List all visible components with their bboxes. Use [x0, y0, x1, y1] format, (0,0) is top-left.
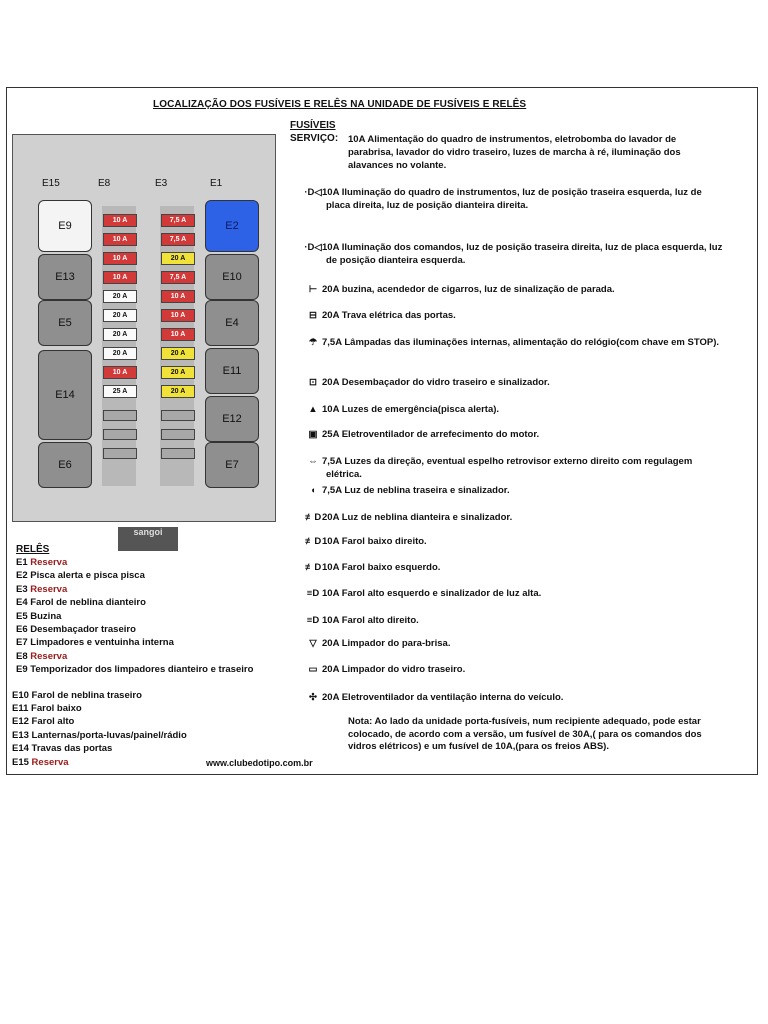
website: www.clubedotipo.com.br — [206, 758, 313, 768]
fuse-column-right — [160, 206, 194, 486]
empty-fuse-slot — [161, 448, 195, 459]
fuse-symbol-icon: ▭ — [308, 664, 318, 675]
relay-label: Buzina — [30, 610, 62, 622]
relay-block: E4 — [205, 300, 259, 346]
empty-fuse-slot — [161, 410, 195, 421]
relay-label: Farol de neblina traseiro — [31, 689, 142, 701]
relay-legend-item — [16, 611, 61, 623]
fuse-text: 10A Iluminação dos comandos, luz de posição traseira direita, luz de placa esquerda, luz de posição dianteira esquerda. — [322, 242, 723, 266]
relay-id: E15 — [12, 756, 29, 768]
fuse-description — [304, 561, 726, 574]
fuse-description — [310, 484, 726, 497]
fuse-description — [309, 376, 726, 389]
relay-block: E6 — [38, 442, 92, 488]
relay-label: Reserva — [31, 756, 69, 768]
relay-block: E2 — [205, 200, 259, 252]
fuse-text: 7,5A Luz de neblina traseira e sinalizador. — [322, 485, 510, 496]
relay-id: E1 — [16, 557, 28, 568]
fuse-cell: 20 A — [103, 290, 137, 303]
fuse-cell: 20 A — [161, 347, 195, 360]
service-label: SERVIÇO: — [290, 133, 339, 144]
fuse-symbol-icon: ☂ — [308, 337, 318, 348]
relay-block: E12 — [205, 396, 259, 442]
fuse-cell: 20 A — [103, 347, 137, 360]
fuse-description — [308, 428, 726, 441]
empty-fuse-slot — [103, 410, 137, 421]
relay-id: E11 — [12, 703, 29, 714]
note: Nota: Ao lado da unidade porta-fusíveis, num recipiente adequado, pode estar colocado, de acordo com a versão, um fusível de 30A,( para os comandos dos vidros elétricos) e um fusível de 10A,(para os freios ABS). — [348, 716, 702, 752]
fuse-column-left — [102, 206, 136, 486]
fuse-text: 20A buzina, acendedor de cigarros, luz de sinalização de parada. — [322, 284, 615, 295]
fuse-symbol-icon: ·D◁ — [304, 187, 322, 198]
fuse-cell: 10 A — [103, 233, 137, 246]
relay-legend-item — [16, 570, 145, 582]
relay-slot-label: E1 — [210, 178, 223, 189]
fuse-description — [308, 403, 726, 416]
fuse-description — [308, 283, 726, 296]
relay-label: Farol de neblina dianteiro — [30, 597, 146, 609]
relay-legend-item — [16, 651, 67, 663]
relay-label: Desembaçador traseiro — [30, 624, 136, 635]
fuse-symbol-icon: ▲ — [308, 404, 318, 415]
relay-block: E10 — [205, 254, 259, 300]
fuse-cell: 10 A — [161, 290, 195, 303]
fuse-symbol-icon: ⇔ — [308, 456, 318, 467]
relay-label: Lanternas/porta-luvas/painel/rádio — [31, 729, 187, 741]
relay-slot-label: E3 — [155, 178, 168, 189]
page-title: LOCALIZAÇÃO DOS FUSÍVEIS E RELÊS NA UNIDADE DE FUSÍVEIS E RELÊS — [153, 99, 527, 110]
relay-id: E13 — [12, 729, 29, 741]
fuse-text: 10A Farol alto esquerdo e sinalizador de luz alta. — [322, 588, 542, 599]
fuse-description — [308, 336, 726, 349]
fuse-text: 20A Limpador do vidro traseiro. — [322, 664, 466, 675]
relay-label: Temporizador dos limpadores dianteiro e traseiro — [30, 664, 254, 676]
fuse-cell: 10 A — [103, 366, 137, 379]
relays-heading: RELÊS — [16, 544, 50, 555]
empty-fuse-slot — [103, 429, 137, 440]
fuse-text: 20A Eletroventilador da ventilação interna do veículo. — [322, 692, 564, 703]
relay-id: E4 — [16, 597, 28, 609]
fuse-cell: 10 A — [161, 309, 195, 322]
fuse-description — [309, 309, 726, 322]
relay-id: E14 — [12, 743, 29, 755]
fuse-cell: 20 A — [103, 328, 137, 341]
fuse-cell: 10 A — [161, 328, 195, 341]
empty-fuse-slot — [103, 448, 137, 459]
relay-block: E5 — [38, 300, 92, 346]
relay-id: E12 — [12, 716, 29, 728]
fuse-symbol-icon: ≡D — [306, 615, 320, 626]
fuse-text: 25A Eletroventilador de arrefecimento do motor. — [322, 429, 540, 440]
fuse-description — [306, 614, 726, 627]
fuse-cell: 20 A — [103, 309, 137, 322]
fuses-heading: FUSÍVEIS — [290, 120, 336, 131]
relay-block: E13 — [38, 254, 92, 300]
fuse-symbol-icon: ≢D — [304, 512, 322, 523]
relay-label: Reserva — [30, 650, 68, 662]
fuse-description — [304, 241, 726, 267]
relay-legend-item — [12, 690, 142, 702]
relay-legend-item — [12, 730, 187, 742]
fuse-description — [306, 587, 726, 600]
fuse-text: 10A Luzes de emergência(pisca alerta). — [322, 404, 500, 415]
fuse-symbol-icon: ≢D — [304, 536, 322, 547]
fuse-symbol-icon: ▽ — [309, 638, 317, 649]
relay-label: Limpadores e ventuinha interna — [30, 637, 174, 649]
fuse-text: 20A Luz de neblina dianteira e sinalizador. — [322, 512, 513, 523]
fuse-text: 20A Trava elétrica das portas. — [322, 310, 456, 321]
relay-id: E9 — [16, 664, 28, 676]
fuse-description — [308, 455, 726, 481]
fuse-cell: 20 A — [161, 366, 195, 379]
fuse-symbol-icon: ⊢ — [308, 284, 318, 295]
fuse-text: 10A Farol alto direito. — [322, 615, 419, 626]
fuse-text: 10A Iluminação do quadro de instrumentos, luz de posição traseira esquerda, luz de placa direita, luz de posição dianteira direita. — [322, 187, 702, 211]
relay-label: Reserva — [30, 583, 68, 595]
fuse-cell: 10 A — [103, 271, 137, 284]
relay-id: E10 — [12, 689, 29, 701]
relay-legend-item — [16, 664, 266, 676]
connector: sangoi — [118, 527, 178, 551]
fuse-description — [309, 637, 726, 650]
relay-legend-item — [12, 703, 82, 715]
fuse-text: 10A Farol baixo direito. — [322, 536, 427, 547]
relay-legend-item — [12, 757, 69, 769]
relay-legend-item — [16, 624, 136, 636]
relay-block: E9 — [38, 200, 92, 252]
fuse-cell: 20 A — [161, 385, 195, 398]
relay-id: E8 — [16, 650, 28, 662]
fuse-text: 7,5A Lâmpadas das iluminações internas, alimentação do relógio(com chave em STOP). — [322, 337, 720, 348]
relay-legend-item — [16, 557, 67, 569]
fuse-cell: 7,5 A — [161, 233, 195, 246]
fuse-symbol-icon: ◖ — [310, 485, 316, 496]
relay-legend-item — [16, 637, 174, 649]
relay-label: Farol baixo — [31, 703, 82, 714]
relay-id: E7 — [16, 637, 28, 649]
relay-label: Farol alto — [31, 716, 75, 728]
relay-id: E6 — [16, 624, 28, 635]
fuse-description — [304, 186, 726, 212]
empty-fuse-slot — [161, 429, 195, 440]
relay-legend-item — [16, 584, 67, 596]
relay-legend-item — [12, 716, 74, 728]
fuse-text: 10A Alimentação do quadro de instrumentos, eletrobomba do lavador de parabrisa, lavador do vidro traseiro, luzes de marcha à ré, iluminação dos alavances no volante. — [348, 134, 681, 171]
relay-label: Travas das portas — [31, 743, 113, 755]
relay-slot-label: E8 — [98, 178, 111, 189]
fuse-symbol-icon: ≡D — [306, 588, 320, 599]
relay-id: E3 — [16, 583, 28, 595]
fuse-cell: 7,5 A — [161, 214, 195, 227]
fuse-symbol-icon: ✣ — [309, 692, 317, 703]
fuse-description — [348, 133, 708, 172]
relay-slot-label: E15 — [42, 178, 60, 189]
fuse-text: 20A Limpador do para-brisa. — [322, 638, 451, 649]
fuse-description — [308, 663, 726, 676]
fuse-cell: 20 A — [161, 252, 195, 265]
fuse-symbol-icon: ·D◁ — [304, 242, 322, 253]
relay-legend-item — [12, 743, 112, 755]
relay-id: E5 — [16, 610, 28, 622]
fuse-text: 7,5A Luzes da direção, eventual espelho retrovisor externo direito com regulagem elétrica. — [322, 456, 693, 480]
relay-block: E14 — [38, 350, 92, 440]
fuse-symbol-icon: ▣ — [308, 429, 318, 440]
fuse-cell: 25 A — [103, 385, 137, 398]
fuse-symbol-icon: ⊟ — [309, 310, 317, 321]
fuse-description — [309, 691, 726, 704]
fuse-symbol-icon: ≢D — [304, 562, 322, 573]
relay-block: E7 — [205, 442, 259, 488]
relay-id: E2 — [16, 570, 28, 582]
relay-label: Pisca alerta e pisca pisca — [30, 570, 145, 582]
fuse-description — [304, 511, 726, 524]
fuse-text: 20A Desembaçador do vidro traseiro e sinalizador. — [322, 377, 550, 388]
fuse-text: 10A Farol baixo esquerdo. — [322, 562, 441, 573]
fuse-description — [304, 535, 726, 548]
relay-block: E11 — [205, 348, 259, 394]
fuse-symbol-icon: ⊡ — [309, 377, 317, 388]
fuse-cell: 7,5 A — [161, 271, 195, 284]
fuse-cell: 10 A — [103, 252, 137, 265]
fuse-cell: 10 A — [103, 214, 137, 227]
relay-legend-item — [16, 597, 146, 609]
relay-label: Reserva — [30, 557, 68, 568]
